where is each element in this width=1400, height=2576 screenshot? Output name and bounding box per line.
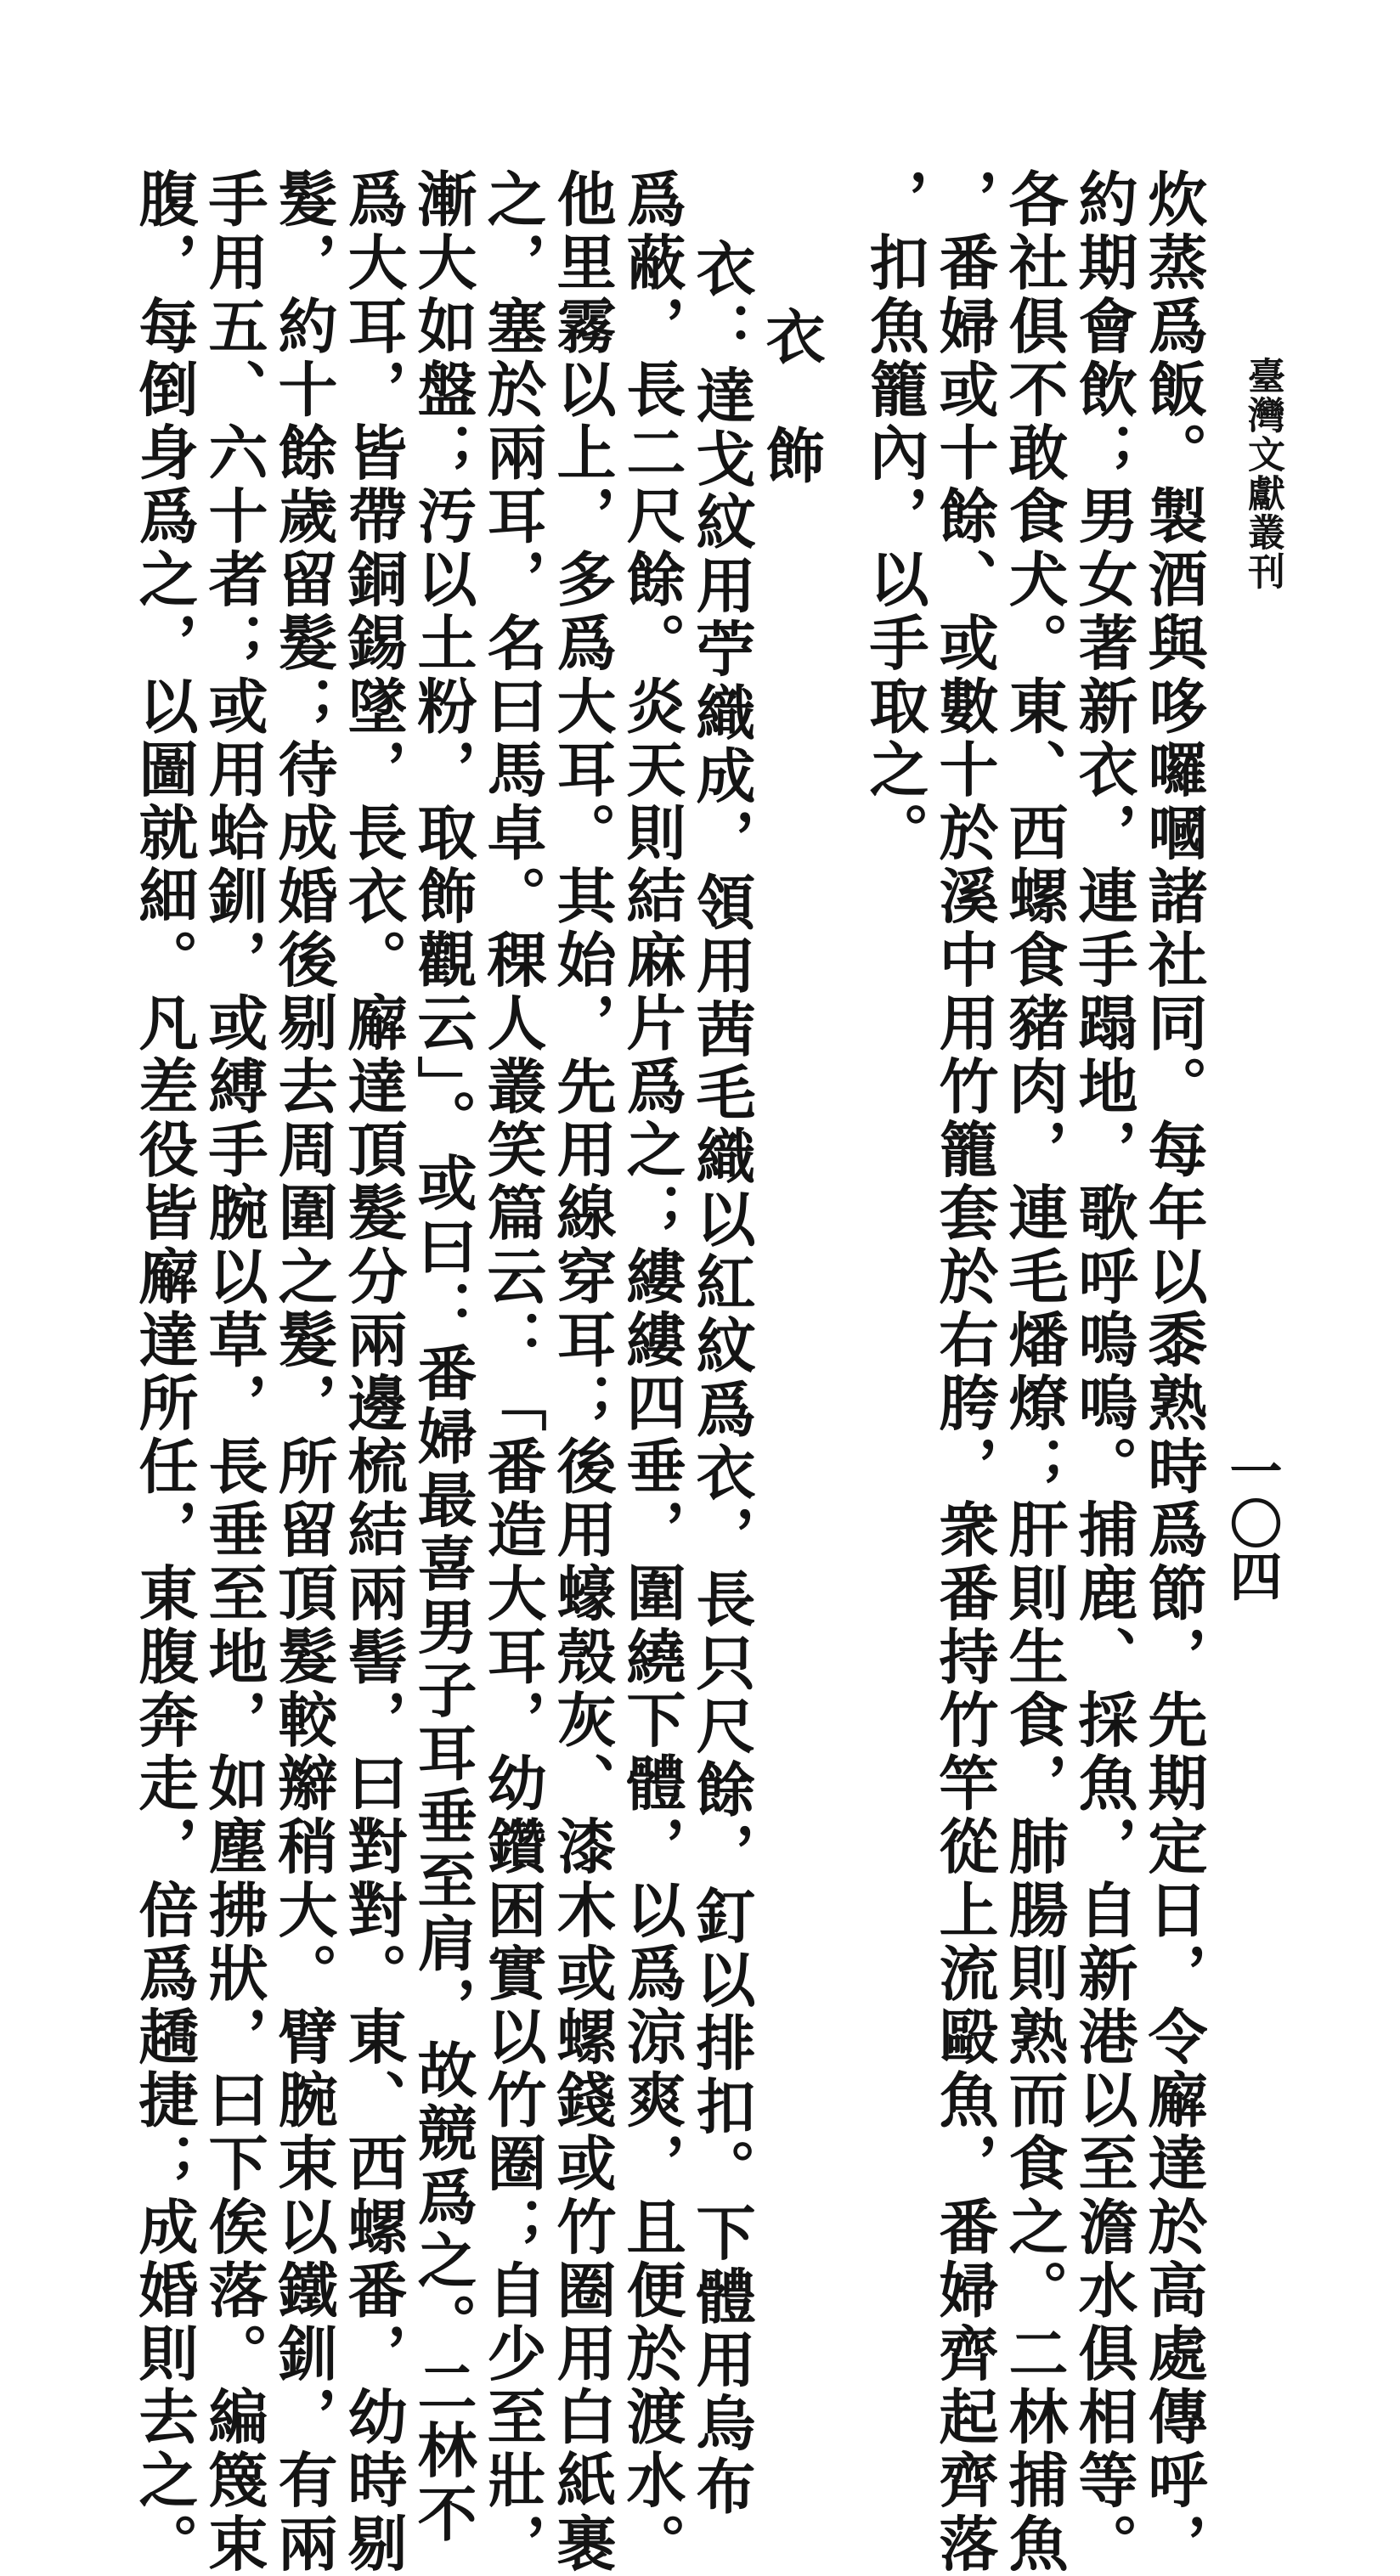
text-column: 他里霧以上，多爲大耳。其始，先用線穿耳；後用蠔殼灰、漆木或螺錢或竹圈用白紙裹 (547, 168, 618, 2576)
text-column: 各社俱不敢食犬。東、西螺食豬肉，連毛燔燎；肝則生食，肺腸則熟而食之。二林捕魚 (999, 168, 1070, 2576)
running-head: 臺灣文獻叢刊 (1241, 357, 1284, 591)
text-column: 炊蒸爲飯。製酒與哆囉嘓諸社同。每年以黍熟時爲節，先期定日，令廨達於高處傳呼， (1138, 168, 1209, 2576)
text-column: 爲蔽，長二尺餘。炎天則結麻片爲之；縷縷四垂，圍繞下體，以爲涼爽，且便於渡水。 (617, 168, 687, 2576)
text-column: 衣：達戈紋用苧織成，領用茜毛織以紅紋爲衣，長只尺餘，釘以排扣。下體用烏布 (686, 238, 757, 2519)
text-column: 漸大如盤；汚以土粉，取飾觀云」。或曰：番婦最喜男子耳垂至肩，故競爲之。二林不 (408, 168, 478, 2546)
text-column: 腹，每倒身爲之，以圖就細。凡差役皆廨達所任，東腹奔走，倍爲趫捷；成婚則去之。 (129, 168, 200, 2576)
text-column: ，扣魚籠內，以手取之。 (860, 168, 930, 865)
text-column: 約期會飲；男女著新衣，連手蹋地，歌呼嗚嗚。捕鹿、採魚，自新港以至澹水俱相等。 (1069, 168, 1139, 2576)
text-column: 之，塞於兩耳，名曰馬卓。稞人叢笑篇云：「番造大耳，幼鑽困實以竹圈；自少至壯， (477, 168, 548, 2576)
text-column: ，番婦或十餘、或數十於溪中用竹籠套於右胯，衆番持竹竿從上流毆魚，番婦齊起齊落 (929, 168, 1000, 2576)
text-column: 爲大耳，皆帶銅錫墜，長衣。廨達頂髮分兩邊梳結兩髻，曰對對。東、西螺番，幼時剔 (338, 168, 409, 2576)
section-heading: 衣飾 (756, 306, 827, 544)
text-column: 手用五、六十者；或用蛤釧，或縛手腕以草，長垂至地，如塵拂狀，曰下俟落。編篾束 (199, 168, 269, 2576)
page-number: 一〇四 (1221, 1444, 1283, 1602)
text-column: 髮，約十餘歲留髮；待成婚後剔去周圍之髮，所留頂髮較辮稍大。臂腕束以鐵釧，有兩 (268, 168, 339, 2576)
